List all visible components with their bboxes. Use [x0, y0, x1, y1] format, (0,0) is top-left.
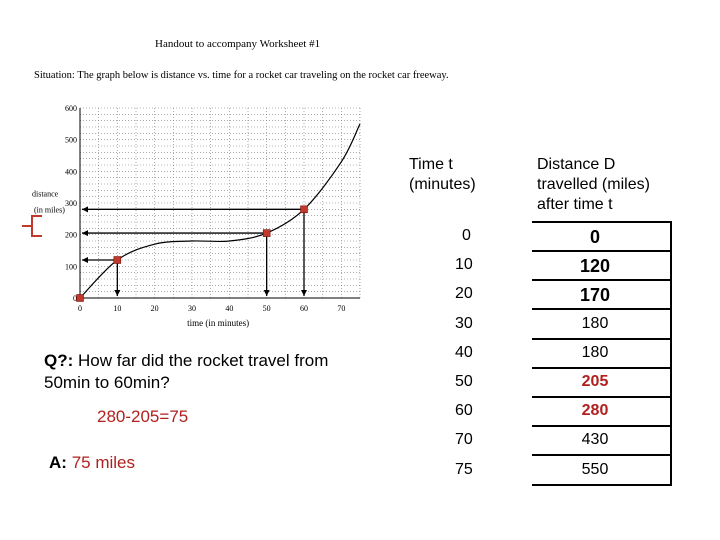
table-cell-distance: 430: [581, 431, 609, 449]
x-tick-label: 0: [78, 304, 82, 313]
table-header-distance-line3: after time t: [537, 196, 613, 213]
data-point-marker: [301, 206, 308, 213]
table-header-time: [409, 155, 476, 195]
table-cell-distance: 550: [581, 460, 609, 478]
arrow-left-icon: [82, 230, 88, 236]
handout-title: Handout to accompany Worksheet #1: [155, 38, 321, 50]
y-tick-label: 300: [65, 199, 77, 208]
table-header-distance: [537, 155, 677, 215]
x-tick-label: 70: [337, 304, 346, 313]
arrow-down-icon: [301, 290, 307, 296]
data-point-marker: [263, 230, 270, 237]
data-point-marker: [114, 257, 121, 264]
table-cell-distance: 120: [579, 256, 611, 277]
x-tick-label: 30: [188, 304, 196, 313]
table-cell-distance: 180: [581, 314, 609, 332]
y-tick-label: 0: [73, 294, 77, 303]
table-cell-distance: 180: [581, 343, 609, 361]
table-cell-time: 50: [455, 373, 473, 390]
question: [44, 350, 354, 394]
arrow-left-icon: [82, 206, 88, 212]
y-axis-label-line2: (in miles): [34, 205, 65, 215]
table-cell-time: 75: [455, 460, 473, 478]
x-tick-label: 40: [225, 304, 234, 313]
bracket-icon: [18, 214, 48, 240]
y-tick-label: 100: [65, 262, 77, 272]
arrow-left-icon: [82, 257, 88, 263]
situation-label: Situation:: [34, 70, 75, 81]
table-header-time-line2: (minutes): [409, 176, 476, 193]
situation-text: [34, 69, 454, 82]
answer-label: A:: [49, 453, 67, 472]
situation-body: The graph below is distance vs. time for a rocket car traveling on the rocket car freeway.: [77, 70, 449, 81]
y-tick-label: 200: [65, 230, 77, 240]
x-tick-label: 50: [262, 304, 271, 313]
table-cell-time: 30: [455, 314, 473, 332]
table-cell-time: 40: [455, 343, 473, 361]
data-point-marker: [77, 295, 84, 302]
y-axis-label-line1: distance: [32, 189, 59, 199]
table-cell-distance: 0: [589, 227, 600, 247]
table-cell-time: 70: [455, 431, 473, 449]
x-tick-label: 10: [113, 304, 122, 313]
answer-text: 75 miles: [71, 453, 135, 472]
arrow-down-icon: [114, 290, 120, 296]
y-tick-label: 600: [65, 104, 77, 113]
x-tick-label: 20: [150, 304, 159, 313]
table-cell-distance: 205: [581, 373, 609, 390]
table-cell-time: 0: [462, 227, 471, 244]
table-cell-distance: 280: [581, 402, 609, 420]
y-tick-label: 500: [65, 135, 77, 145]
table-cell-distance: 170: [579, 285, 611, 306]
distance-time-chart: [30, 100, 370, 340]
arrow-down-icon: [264, 290, 270, 296]
table-cell-time: 60: [455, 402, 473, 420]
question-label: Q?:: [44, 351, 74, 370]
table-header-distance-line1: Distance D: [537, 156, 616, 173]
table-cell-time: 20: [455, 285, 473, 303]
table-header-distance-line2: travelled (miles): [537, 176, 650, 193]
table-cell-time: 10: [455, 256, 473, 274]
question-text: How far did the rocket travel from 50min to 60min?: [44, 351, 329, 392]
work-calculation: 280-205=75: [97, 407, 189, 426]
distance-curve: [80, 124, 360, 298]
table-header-time-line1: Time t: [409, 156, 453, 173]
answer: [49, 453, 135, 473]
x-tick-label: 60: [300, 304, 308, 313]
x-axis-label: time (in minutes): [187, 318, 250, 328]
y-tick-label: 400: [65, 167, 77, 177]
